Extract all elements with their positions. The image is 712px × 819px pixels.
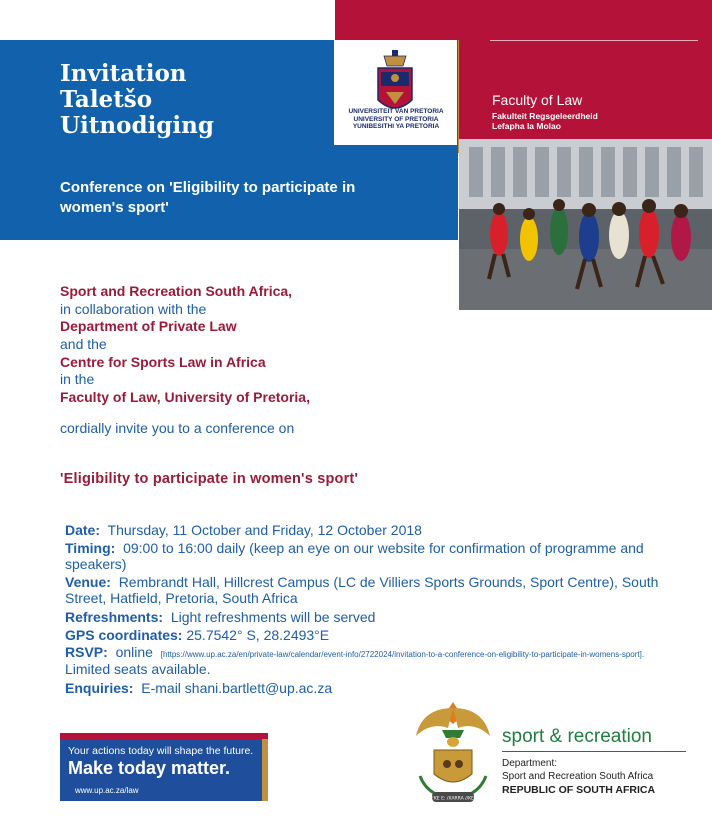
enquiries-label: Enquiries: <box>65 680 134 696</box>
timing-label: Timing: <box>65 540 116 556</box>
venue-label: Venue: <box>65 574 111 590</box>
date-value: Thursday, 11 October and Friday, 12 October 2018 <box>107 522 422 538</box>
invite-line: cordially invite you to a conference on <box>60 420 295 436</box>
university-name-block <box>335 108 457 131</box>
department-label: Department: <box>502 758 558 769</box>
runners-photo <box>459 139 712 310</box>
faculty-title-st: Lefapha la Molao <box>492 121 561 131</box>
detail-enquiries <box>65 680 685 696</box>
department-name: Sport and Recreation South Africa <box>502 771 654 782</box>
refresh-label: Refreshments: <box>65 609 164 625</box>
invitation-af: Uitnodiging <box>60 112 214 139</box>
coat-motto: !KE E: /XARRA //KE <box>432 796 474 802</box>
detail-gps <box>65 627 685 643</box>
invitation-st: Taletšo <box>60 86 153 113</box>
venue-value: Rembrandt Hall, Hillcrest Campus (LC de Villiers Sports Grounds, Sport Centre), South Street, Hatfield, Pretoria, South Africa <box>65 574 659 606</box>
collab-text: in collaboration with the <box>60 301 207 317</box>
detail-venue <box>65 574 685 606</box>
gps-value: 25.7542° S, 28.2493°E <box>186 627 330 643</box>
sport-recreation-title: sport & recreation <box>502 726 652 747</box>
refresh-value: Light refreshments will be served <box>170 609 376 625</box>
conference-topic: 'Eligibility to participate in women's sport' <box>60 471 359 487</box>
detail-rsvp <box>65 645 685 676</box>
crest-line-en: UNIVERSITY OF PRETORIA <box>353 115 439 123</box>
rsvp-link[interactable]: [https://www.up.ac.za/en/private-law/calendar/event-info/2722024/invitation-to-a-conference-on-eligibility-to-participate-in-womens-sport]. <box>160 650 645 659</box>
up-banner-gold-stripe <box>262 739 268 801</box>
up-banner-red-stripe <box>60 733 268 739</box>
detail-date <box>65 522 685 538</box>
crest-line-af: UNIVERSITEIT VAN PRETORIA <box>348 108 444 115</box>
rsvp-mode: online <box>115 644 153 660</box>
and-the-text: and the <box>60 336 107 352</box>
banner-url[interactable]: www.up.ac.za/law <box>75 786 139 795</box>
org-private-law: Department of Private Law <box>60 318 237 334</box>
rsvp-label: RSVP: <box>65 644 108 660</box>
invitation-en: Invitation <box>60 60 187 87</box>
enquiries-email[interactable]: E-mail shani.bartlett@up.ac.za <box>141 680 333 696</box>
org-sports-law-centre: Centre for Sports Law in Africa <box>60 354 266 370</box>
in-the-text: in the <box>60 371 95 387</box>
faculty-title: Faculty of Law <box>492 92 583 108</box>
banner-slogan: Make today matter. <box>68 758 231 778</box>
banner-tagline: Your actions today will shape the future. <box>68 745 254 757</box>
republic-name: REPUBLIC OF SOUTH AFRICA <box>502 784 656 796</box>
timing-value: 09:00 to 16:00 daily (keep an eye on our website for confirmation of programme and speakers) <box>65 540 644 572</box>
header-rule <box>490 40 698 41</box>
detail-timing <box>65 540 685 572</box>
org-faculty-of-law: Faculty of Law, University of Pretoria, <box>60 389 310 405</box>
crest-line-zu: YUNIBESITHI YA PRETORIA <box>352 123 440 130</box>
rsvp-note: Limited seats available. <box>65 661 211 677</box>
conference-title: Conference on 'Eligibility to participate in women's sport' <box>60 179 356 216</box>
date-label: Date: <box>65 522 101 538</box>
org-sport-recreation: Sport and Recreation South Africa, <box>60 283 293 299</box>
gps-label: GPS coordinates: <box>65 627 183 643</box>
faculty-title-af: Fakulteit Regsgeleerdheid <box>492 111 598 121</box>
detail-refreshments <box>65 609 685 625</box>
coat-of-arms-icon <box>412 698 494 808</box>
sport-recreation-rule <box>502 751 686 752</box>
